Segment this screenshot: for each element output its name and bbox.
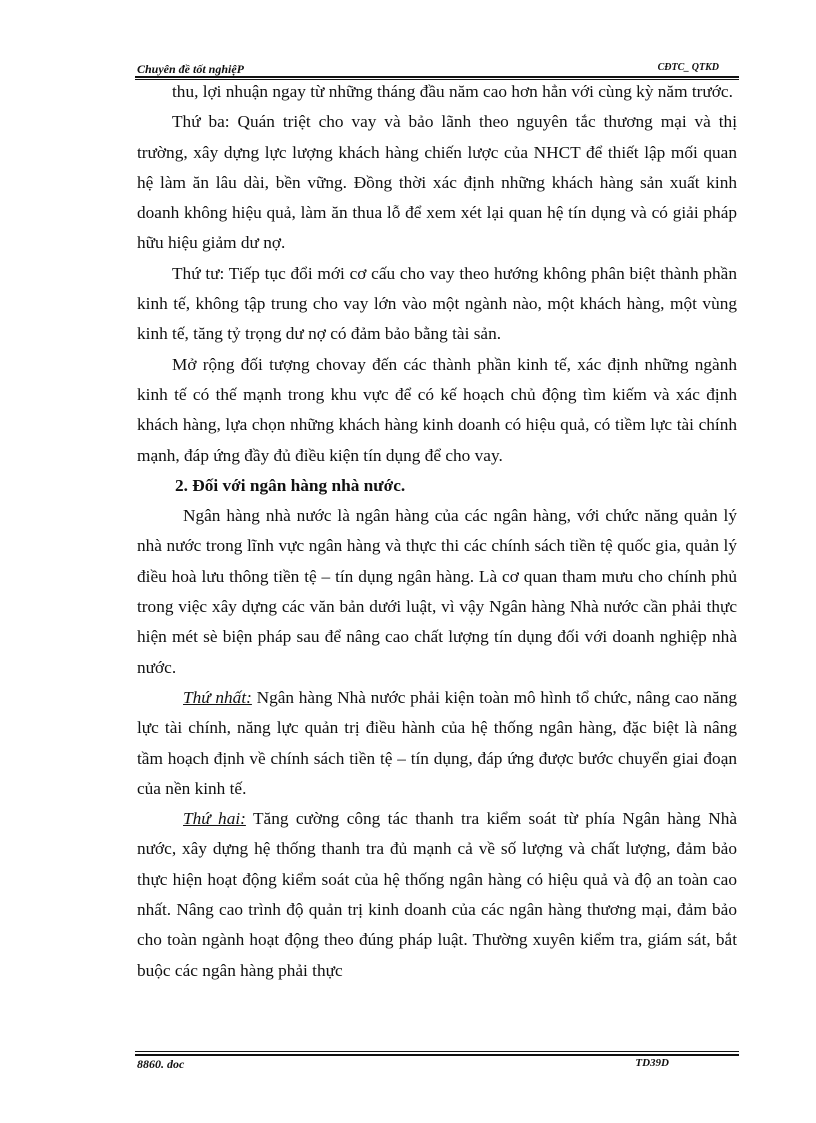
header-title: Chuyên đề tốt nghiệP	[137, 62, 245, 76]
paragraph-label: Thứ nhất:	[183, 687, 252, 707]
header-code: CĐTC_ QTKD	[657, 62, 719, 73]
paragraph-text: Tăng cường công tác thanh tra kiểm soát từ phía Ngân hàng Nhà nước, xây dựng hệ thống thanh tra đủ mạnh cả về số lượng và chất lượng, đảm bảo thực hiện hoạt động kiểm soát của hệ thống ngân hàng có hiệu quả và độ an toàn cao nhất. Nâng cao trình độ quản trị kinh doanh của các ngân hàng thương mại, đảm bảo cho toàn ngành hoạt động theo đúng pháp luật. Thường xuyên kiểm tra, giám sát, bắt buộc các ngân hàng phải thực	[137, 809, 737, 980]
paragraph: Mở rộng đối tượng chovay đến các thành phần kinh tế, xác định những ngành kinh tế có thế mạnh trong khu vực để có kế hoạch chủ động tìm kiếm và xác định khách hàng, lựa chọn những khách hàng kinh doanh có hiệu quả, có tiềm lực tài chính mạnh, đáp ứng đầy đủ điều kiện tín dụng để cho vay.	[137, 354, 737, 465]
footer-code: TD39D	[635, 1057, 669, 1069]
page-footer	[135, 1057, 739, 1075]
footer-filename: 8860. doc	[137, 1057, 185, 1071]
paragraph	[137, 804, 737, 986]
section-heading: 2. Đối với ngân hàng nhà nước.	[175, 475, 406, 495]
footer-rule-thin	[135, 1051, 739, 1052]
body-text	[137, 77, 737, 986]
paragraph: Ngân hàng nhà nước là ngân hàng của các ngân hàng, với chức năng quản lý nhà nước trong lĩnh vực ngân hàng và thực thi các chính sách tiền tệ quốc gia, quản lý điều hoà lưu thông tiền tệ – tín dụng ngân hàng. Là cơ quan tham mưu cho chính phủ trong việc xây dựng các văn bản dưới luật, vì vậy Ngân hàng Nhà nước cần phải thực hiện mét sè biện pháp sau để nâng cao chất lượng tín dụng đối với doanh nghiệp nhà nước.	[137, 506, 737, 677]
paragraph	[137, 683, 737, 804]
paragraph: thu, lợi nhuận ngay từ những tháng đầu năm cao hơn hẳn với cùng kỳ năm trước.	[172, 82, 733, 101]
paragraph-label: Thứ hai:	[183, 809, 246, 829]
footer-rule	[135, 1054, 739, 1056]
paragraph-text: Ngân hàng Nhà nước phải kiện toàn mô hình tổ chức, nâng cao năng lực tài chính, năng lực quản trị điều hành của hệ thống ngân hàng, đặc biệt là nâng tầm hoạch định về chính sách tiền tệ – tín dụng, đáp ứng được bước chuyển giai đoạn của nền kinh tế.	[137, 687, 737, 798]
paragraph: Thứ ba: Quán triệt cho vay và bảo lãnh theo nguyên tắc thương mại và thị trường, xây dựng lực lượng khách hàng chiến lược của NHCT để thiết lập mối quan hệ làm ăn lâu dài, bền vững. Đồng thời xác định những khách hàng sản xuất kinh doanh không hiệu quả, làm ăn thua lỗ để xem xét lại quan hệ tín dụng và có giải pháp hữu hiệu giảm dư nợ.	[137, 112, 737, 253]
paragraph: Thứ tư: Tiếp tục đổi mới cơ cấu cho vay theo hướng không phân biệt thành phần kinh tế, không tập trung cho vay lớn vào một ngành nào, một khách hàng, một vùng kinh tế, tăng tỷ trọng dư nợ có đảm bảo bằng tài sản.	[137, 263, 737, 344]
